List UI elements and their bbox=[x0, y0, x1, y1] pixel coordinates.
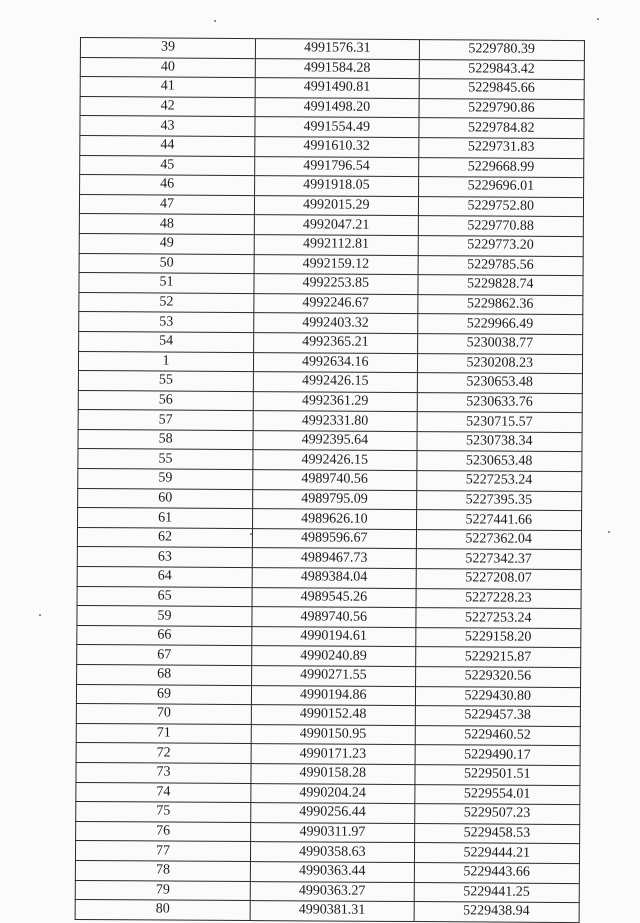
x-coordinate-cell: 4992331.80 bbox=[253, 411, 417, 432]
x-coordinate-cell: 4992395.64 bbox=[253, 430, 417, 451]
point-number-cell: 64 bbox=[77, 567, 252, 588]
point-number-cell: 56 bbox=[78, 390, 253, 411]
x-coordinate-cell: 4990194.86 bbox=[252, 685, 416, 706]
point-number-cell: 42 bbox=[80, 96, 255, 117]
point-number-cell: 66 bbox=[77, 625, 252, 646]
point-number-cell: 78 bbox=[75, 860, 250, 881]
point-number-cell: 55 bbox=[78, 449, 253, 470]
point-number-cell: 52 bbox=[79, 292, 254, 313]
x-coordinate-cell: 4992015.29 bbox=[255, 195, 419, 216]
y-coordinate-cell: 5229770.88 bbox=[418, 216, 584, 237]
y-coordinate-cell: 5229752.80 bbox=[418, 196, 584, 217]
scan-speck bbox=[597, 18, 599, 20]
point-number-cell: 40 bbox=[80, 57, 255, 78]
point-number-cell: 59 bbox=[77, 606, 252, 627]
point-number-cell: 43 bbox=[80, 116, 255, 137]
x-coordinate-cell: 4992047.21 bbox=[254, 215, 418, 236]
point-number-cell: 53 bbox=[79, 312, 254, 333]
y-coordinate-cell: 5229441.25 bbox=[414, 882, 580, 903]
y-coordinate-cell: 5230715.57 bbox=[417, 412, 583, 433]
point-number-cell: 57 bbox=[78, 410, 253, 431]
point-number-cell: 77 bbox=[75, 841, 250, 862]
point-number-cell: 50 bbox=[79, 253, 254, 274]
point-number-cell: 67 bbox=[77, 645, 252, 666]
y-coordinate-cell: 5229490.17 bbox=[415, 745, 581, 766]
x-coordinate-cell: 4990271.55 bbox=[252, 666, 416, 687]
point-number-cell: 44 bbox=[80, 135, 255, 156]
scan-speck bbox=[214, 20, 216, 22]
x-coordinate-cell: 4990311.97 bbox=[251, 822, 415, 843]
coordinates-table bbox=[75, 37, 585, 923]
y-coordinate-cell: 5229696.01 bbox=[418, 177, 584, 198]
point-number-cell: 62 bbox=[77, 527, 252, 548]
y-coordinate-cell: 5227208.07 bbox=[416, 569, 582, 590]
y-coordinate-cell: 5229966.49 bbox=[417, 314, 583, 335]
point-number-cell: 61 bbox=[78, 508, 253, 529]
y-coordinate-cell: 5229215.87 bbox=[415, 647, 581, 668]
x-coordinate-cell: 4991584.28 bbox=[255, 58, 419, 79]
x-coordinate-cell: 4991796.54 bbox=[255, 156, 419, 177]
point-number-cell: 49 bbox=[79, 233, 254, 254]
point-number-cell: 46 bbox=[80, 175, 255, 196]
point-number-cell: 41 bbox=[80, 77, 255, 98]
x-coordinate-cell: 4990150.95 bbox=[251, 724, 415, 745]
y-coordinate-cell: 5229862.36 bbox=[417, 294, 583, 315]
y-coordinate-cell: 5230208.23 bbox=[417, 353, 583, 374]
x-coordinate-cell: 4990363.44 bbox=[250, 861, 414, 882]
scan-speck bbox=[39, 614, 41, 616]
y-coordinate-cell: 5227253.24 bbox=[416, 471, 582, 492]
y-coordinate-cell: 5229554.01 bbox=[414, 784, 580, 805]
point-number-cell: 60 bbox=[78, 488, 253, 509]
point-number-cell: 68 bbox=[77, 664, 252, 685]
y-coordinate-cell: 5229780.39 bbox=[419, 40, 585, 61]
point-number-cell: 63 bbox=[77, 547, 252, 568]
point-number-cell: 47 bbox=[79, 194, 254, 215]
x-coordinate-cell: 4992426.15 bbox=[253, 450, 417, 471]
point-number-cell: 65 bbox=[77, 586, 252, 607]
x-coordinate-cell: 4992246.67 bbox=[254, 293, 418, 314]
x-coordinate-cell: 4990194.61 bbox=[252, 626, 416, 647]
y-coordinate-cell: 5229784.82 bbox=[418, 118, 584, 139]
x-coordinate-cell: 4991610.32 bbox=[255, 137, 419, 158]
y-coordinate-cell: 5229460.52 bbox=[415, 725, 581, 746]
x-coordinate-cell: 4990381.31 bbox=[250, 901, 414, 922]
point-number-cell: 72 bbox=[76, 743, 251, 764]
point-number-cell: 48 bbox=[79, 214, 254, 235]
x-coordinate-cell: 4989795.09 bbox=[253, 489, 417, 510]
x-coordinate-cell: 4992253.85 bbox=[254, 274, 418, 295]
point-number-cell: 39 bbox=[80, 38, 255, 59]
y-coordinate-cell: 5229790.86 bbox=[419, 98, 585, 119]
x-coordinate-cell: 4989740.56 bbox=[253, 470, 417, 491]
y-coordinate-cell: 5229443.66 bbox=[414, 862, 580, 883]
point-number-cell: 55 bbox=[78, 371, 253, 392]
y-coordinate-cell: 5227362.04 bbox=[416, 529, 582, 550]
y-coordinate-cell: 5227342.37 bbox=[416, 549, 582, 570]
x-coordinate-cell: 4992365.21 bbox=[254, 332, 418, 353]
y-coordinate-cell: 5227253.24 bbox=[415, 608, 581, 629]
point-number-cell: 70 bbox=[76, 704, 251, 725]
y-coordinate-cell: 5229444.21 bbox=[414, 843, 580, 864]
x-coordinate-cell: 4989626.10 bbox=[253, 509, 417, 530]
y-coordinate-cell: 5229845.66 bbox=[419, 79, 585, 100]
point-number-cell: 76 bbox=[76, 821, 251, 842]
x-coordinate-cell: 4990256.44 bbox=[251, 803, 415, 824]
table-row bbox=[75, 900, 579, 923]
y-coordinate-cell: 5229501.51 bbox=[414, 765, 580, 786]
y-coordinate-cell: 5230653.48 bbox=[417, 373, 583, 394]
y-coordinate-cell: 5230738.34 bbox=[417, 431, 583, 452]
x-coordinate-cell: 4992361.29 bbox=[253, 391, 417, 412]
x-coordinate-cell: 4992426.15 bbox=[253, 372, 417, 393]
y-coordinate-cell: 5229828.74 bbox=[417, 275, 583, 296]
x-coordinate-cell: 4990363.27 bbox=[250, 881, 414, 902]
point-number-cell: 69 bbox=[76, 684, 251, 705]
point-number-cell: 45 bbox=[80, 155, 255, 176]
y-coordinate-cell: 5227228.23 bbox=[416, 588, 582, 609]
y-coordinate-cell: 5229320.56 bbox=[415, 667, 581, 688]
x-coordinate-cell: 4992634.16 bbox=[254, 352, 418, 373]
x-coordinate-cell: 4990358.63 bbox=[251, 842, 415, 863]
y-coordinate-cell: 5229668.99 bbox=[418, 157, 584, 178]
y-coordinate-cell: 5229843.42 bbox=[419, 59, 585, 80]
point-number-cell: 1 bbox=[78, 351, 253, 372]
x-coordinate-cell: 4989384.04 bbox=[252, 568, 416, 589]
point-number-cell: 58 bbox=[78, 429, 253, 450]
y-coordinate-cell: 5229785.56 bbox=[418, 255, 584, 276]
y-coordinate-cell: 5227441.66 bbox=[416, 510, 582, 531]
x-coordinate-cell: 4992112.81 bbox=[254, 235, 418, 256]
point-number-cell: 75 bbox=[76, 802, 251, 823]
x-coordinate-cell: 4990204.24 bbox=[251, 783, 415, 804]
y-coordinate-cell: 5230633.76 bbox=[417, 392, 583, 413]
point-number-cell: 79 bbox=[75, 880, 250, 901]
x-coordinate-cell: 4990158.28 bbox=[251, 764, 415, 785]
x-coordinate-cell: 4989467.73 bbox=[252, 548, 416, 569]
x-coordinate-cell: 4991498.20 bbox=[255, 97, 419, 118]
point-number-cell: 74 bbox=[76, 782, 251, 803]
point-number-cell: 71 bbox=[76, 723, 251, 744]
y-coordinate-cell: 5229731.83 bbox=[418, 138, 584, 159]
x-coordinate-cell: 4989596.67 bbox=[252, 528, 416, 549]
x-coordinate-cell: 4991554.49 bbox=[255, 117, 419, 138]
point-number-cell: 59 bbox=[78, 469, 253, 490]
x-coordinate-cell: 4992159.12 bbox=[254, 254, 418, 275]
x-coordinate-cell: 4989740.56 bbox=[252, 607, 416, 628]
y-coordinate-cell: 5229458.53 bbox=[414, 823, 580, 844]
coordinates-table-body bbox=[75, 38, 584, 923]
x-coordinate-cell: 4990171.23 bbox=[251, 744, 415, 765]
y-coordinate-cell: 5227395.35 bbox=[416, 490, 582, 511]
scan-speck bbox=[608, 531, 610, 533]
y-coordinate-cell: 5229773.20 bbox=[418, 236, 584, 257]
x-coordinate-cell: 4991490.81 bbox=[255, 78, 419, 99]
y-coordinate-cell: 5229438.94 bbox=[414, 902, 580, 923]
y-coordinate-cell: 5230038.77 bbox=[417, 333, 583, 354]
point-number-cell: 54 bbox=[79, 331, 254, 352]
y-coordinate-cell: 5229507.23 bbox=[414, 804, 580, 825]
y-coordinate-cell: 5229430.80 bbox=[415, 686, 581, 707]
x-coordinate-cell: 4990240.89 bbox=[252, 646, 416, 667]
point-number-cell: 73 bbox=[76, 762, 251, 783]
x-coordinate-cell: 4991918.05 bbox=[255, 176, 419, 197]
point-number-cell: 51 bbox=[79, 273, 254, 294]
x-coordinate-cell: 4992403.32 bbox=[254, 313, 418, 334]
x-coordinate-cell: 4991576.31 bbox=[255, 39, 419, 60]
x-coordinate-cell: 4989545.26 bbox=[252, 587, 416, 608]
x-coordinate-cell: 4990152.48 bbox=[251, 705, 415, 726]
point-number-cell: 80 bbox=[75, 900, 250, 921]
y-coordinate-cell: 5230653.48 bbox=[416, 451, 582, 472]
y-coordinate-cell: 5229158.20 bbox=[415, 627, 581, 648]
y-coordinate-cell: 5229457.38 bbox=[415, 706, 581, 727]
